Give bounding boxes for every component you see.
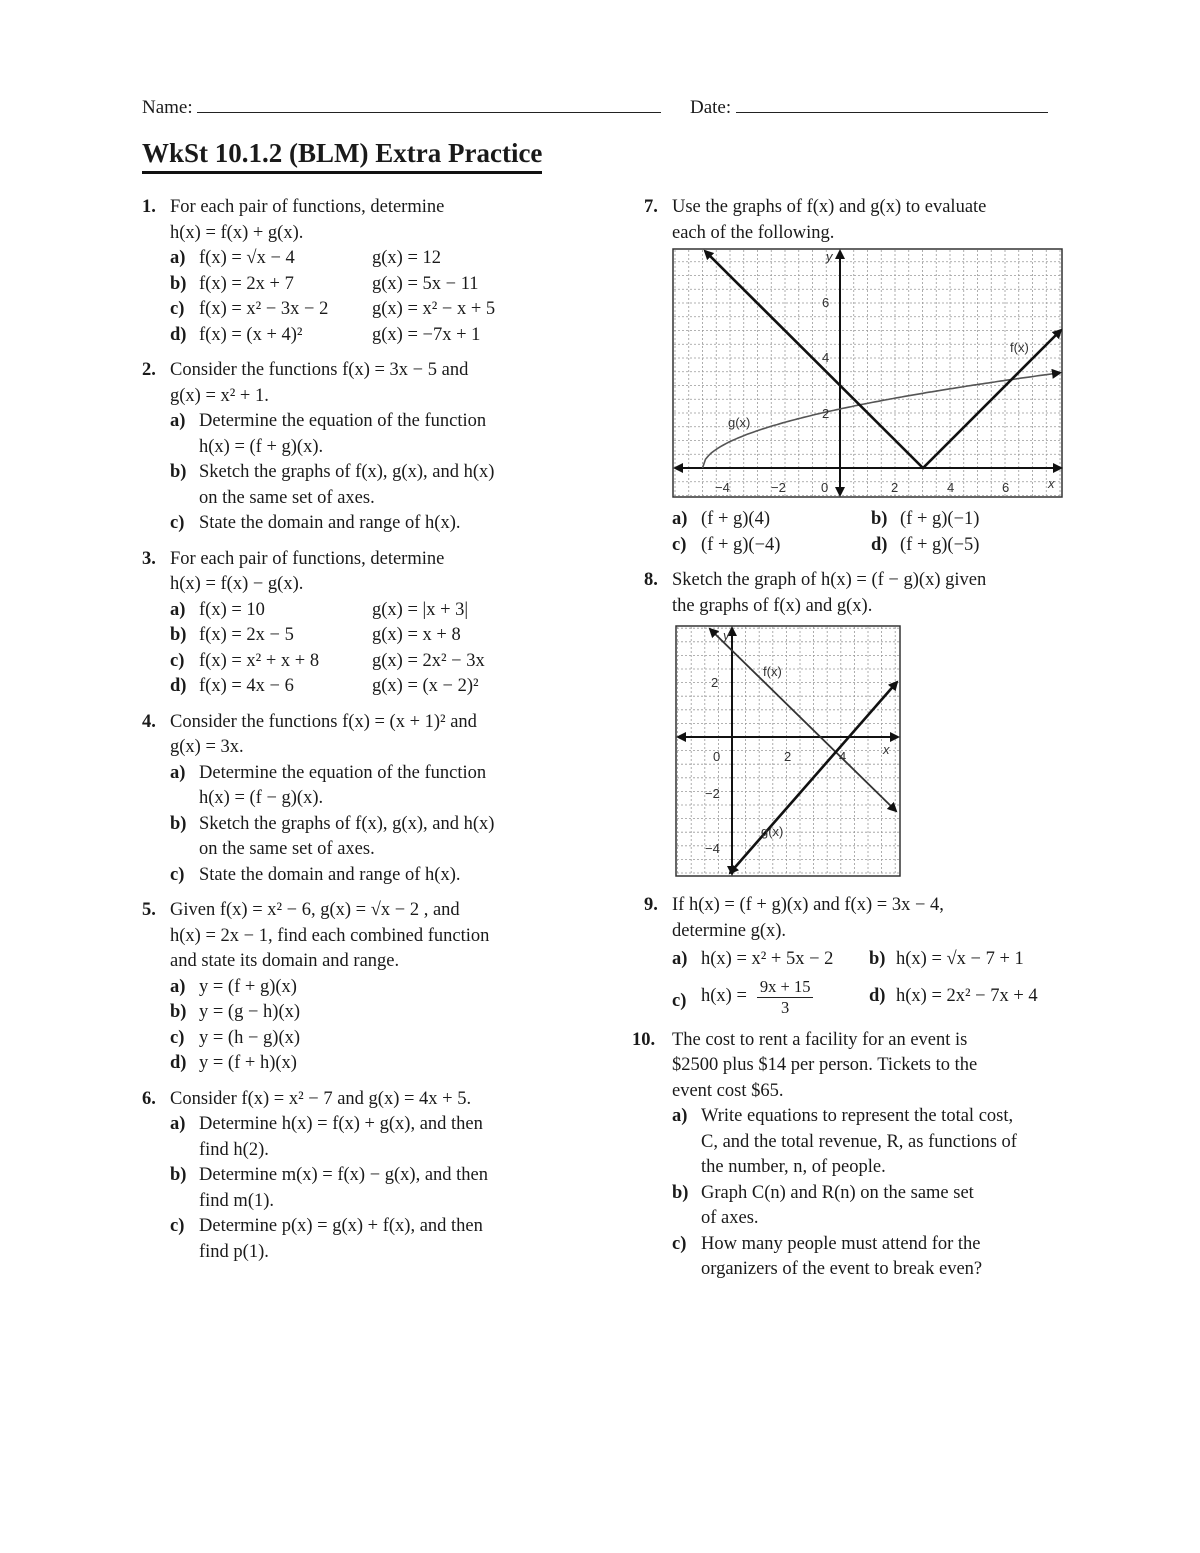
question-2: [142, 358, 582, 537]
part-a: a) Determine the equation of the function h(x) = (f − g)(x).: [170, 762, 487, 808]
part-c: c) State the domain and range of h(x).: [170, 513, 461, 533]
question-number: 8.: [644, 570, 658, 590]
y-tick-label: 2: [711, 675, 719, 690]
question-stem: the graphs of f(x) and g(x).: [672, 595, 873, 616]
question-6: [142, 1087, 582, 1266]
numerator: 9x + 15: [757, 977, 814, 998]
part-a: a) Write equations to represent the total cost, C, and the total revenue, R, as functions of the number, n, of people.: [672, 1106, 1017, 1177]
question-stem: and state its domain and range.: [170, 951, 400, 971]
part-a: a) y = (f + g)(x): [170, 976, 297, 997]
x-axis-label: x: [1048, 476, 1055, 491]
x-tick-label: 2: [891, 480, 899, 495]
question-10: [632, 1028, 1084, 1283]
question-stem: $2500 plus $14 per person. Tickets to the: [672, 1055, 978, 1075]
grid: [674, 250, 1062, 496]
part-b: b) Sketch the graphs of f(x), g(x), and h(x) on the same set of axes.: [170, 813, 495, 859]
question-stem: For each pair of functions, determine: [170, 197, 445, 217]
part-c: c) State the domain and range of h(x).: [170, 864, 461, 885]
question-stem: each of the following.: [672, 222, 835, 243]
part-row-ab: a) (f + g)(4) b) (f + g)(−1): [672, 509, 980, 529]
y-tick-label: 2: [822, 406, 830, 421]
part-c: c) How many people must attend for the organizers of the event to break even?: [672, 1233, 983, 1279]
x-tick-label: 4: [839, 749, 847, 764]
part-b: b) Graph C(n) and R(n) on the same set of axes.: [672, 1182, 974, 1228]
part-d: d) f(x) = 4x − 6 g(x) = (x − 2)²: [170, 676, 479, 696]
x-tick-label: 4: [947, 480, 955, 495]
part-d: d) f(x) = (x + 4)² g(x) = −7x + 1: [170, 324, 481, 345]
part-b: b) Determine m(x) = f(x) − g(x), and then find m(1).: [170, 1165, 489, 1211]
graph-f-g-2: [675, 625, 907, 883]
name-blank-line[interactable]: [197, 94, 661, 113]
question-1: [142, 195, 582, 348]
question-number: 4.: [142, 711, 156, 732]
question-7: [644, 195, 1084, 558]
x-tick-label: −2: [771, 480, 786, 495]
x-axis-label: x: [883, 742, 890, 757]
name-label: Name:: [142, 97, 193, 118]
part-b: b) f(x) = 2x − 5 g(x) = x + 8: [170, 625, 461, 645]
x-tick-label: 2: [784, 749, 792, 764]
question-stem: Given f(x) = x² − 6, g(x) = √x − 2 , and: [170, 900, 460, 920]
question-number: 3.: [142, 548, 156, 569]
question-stem: h(x) = f(x) − g(x).: [170, 574, 304, 594]
question-8: [644, 568, 1084, 883]
date-label: Date:: [690, 97, 732, 118]
y-axis-label: y: [826, 249, 833, 264]
right-column: [632, 195, 1084, 1293]
date-field[interactable]: [690, 94, 1048, 119]
question-stem: h(x) = f(x) + g(x).: [170, 222, 304, 243]
question-4: [142, 710, 582, 889]
question-stem: determine g(x).: [672, 920, 787, 941]
question-number: 7.: [644, 197, 658, 217]
y-tick-label: −2: [705, 786, 720, 801]
f-curve: [705, 251, 1061, 468]
part-b: b) Sketch the graphs of f(x), g(x), and h(x) on the same set of axes.: [170, 462, 495, 508]
part-row-cd: c) (f + g)(−4) d) (f + g)(−5): [672, 534, 980, 555]
question-5: [142, 898, 582, 1077]
question-stem: g(x) = x² + 1.: [170, 385, 269, 406]
y-axis-label: y: [723, 628, 730, 643]
question-stem: g(x) = 3x.: [170, 737, 244, 757]
question-stem: The cost to rent a facility for an event is: [672, 1029, 968, 1050]
part-d: d) y = (f + h)(x): [170, 1053, 297, 1073]
worksheet-title: WkSt 10.1.2 (BLM) Extra Practice: [142, 136, 542, 174]
part-a: a) f(x) = 10 g(x) = |x + 3|: [170, 599, 469, 620]
part-c: c) Determine p(x) = g(x) + f(x), and then find p(1).: [170, 1216, 483, 1262]
g-label: g(x): [761, 824, 784, 839]
y-tick-label: −4: [705, 841, 720, 856]
part-b: b) y = (g − h)(x): [170, 1002, 301, 1022]
date-blank-line[interactable]: [736, 94, 1048, 113]
part-a: a) Determine the equation of the function h(x) = (f + g)(x).: [170, 411, 487, 457]
y-tick-label: 4: [822, 350, 830, 365]
x-tick-label: 6: [1002, 480, 1010, 495]
left-column: [142, 195, 582, 1275]
question-stem: Consider the functions f(x) = (x + 1)² and: [170, 711, 477, 732]
f-label: f(x): [1010, 340, 1029, 355]
question-stem: Use the graphs of f(x) and g(x) to evaluate: [672, 197, 987, 217]
question-stem: event cost $65.: [672, 1080, 784, 1101]
fraction: [757, 977, 814, 1018]
name-field[interactable]: [142, 94, 661, 119]
f-label: f(x): [763, 664, 782, 679]
question-number: 9.: [644, 895, 658, 915]
y-tick-label: 6: [822, 295, 830, 310]
question-stem: For each pair of functions, determine: [170, 548, 445, 569]
question-number: 6.: [142, 1088, 156, 1109]
part-c: c) y = (h − g)(x): [170, 1027, 301, 1048]
question-number: 2.: [142, 360, 156, 380]
question-9: [644, 893, 1084, 1018]
question-stem: Consider f(x) = x² − 7 and g(x) = 4x + 5.: [170, 1088, 472, 1109]
graph-f-g-1: [672, 248, 1064, 500]
part-a: a) f(x) = √x − 4 g(x) = 12: [170, 248, 442, 268]
question-number: 5.: [142, 900, 156, 920]
denominator: 3: [781, 997, 790, 1017]
part-b: b) f(x) = 2x + 7 g(x) = 5x − 11: [170, 273, 479, 294]
question-3: [142, 547, 582, 700]
question-stem: Consider the functions f(x) = 3x − 5 and: [170, 360, 469, 380]
part-c: c) f(x) = x² − 3x − 2 g(x) = x² − x + 5: [170, 299, 496, 319]
part-c: c) f(x) = x² + x + 8 g(x) = 2x² − 3x: [170, 650, 485, 671]
question-stem: Sketch the graph of h(x) = (f − g)(x) given: [672, 570, 987, 590]
part-row-cd: c) h(x) = $\frac{9x + 15}{3}$ d) h(x) = 2x² − 7x + 4: [672, 976, 1038, 1017]
question-stem: If h(x) = (f + g)(x) and f(x) = 3x − 4,: [672, 895, 944, 915]
question-stem: h(x) = 2x − 1, find each combined function: [170, 925, 490, 946]
x-tick-label: −4: [715, 480, 730, 495]
question-number: 10.: [632, 1029, 656, 1050]
g-label: g(x): [728, 415, 751, 430]
x-tick-label: 0: [821, 480, 829, 495]
question-number: 1.: [142, 197, 156, 217]
part-row-ab: a) h(x) = x² + 5x − 2 b) h(x) = √x − 7 + 1: [672, 949, 1024, 969]
x-tick-label: 0: [713, 749, 721, 764]
part-a: a) Determine h(x) = f(x) + g(x), and then find h(2).: [170, 1114, 483, 1160]
